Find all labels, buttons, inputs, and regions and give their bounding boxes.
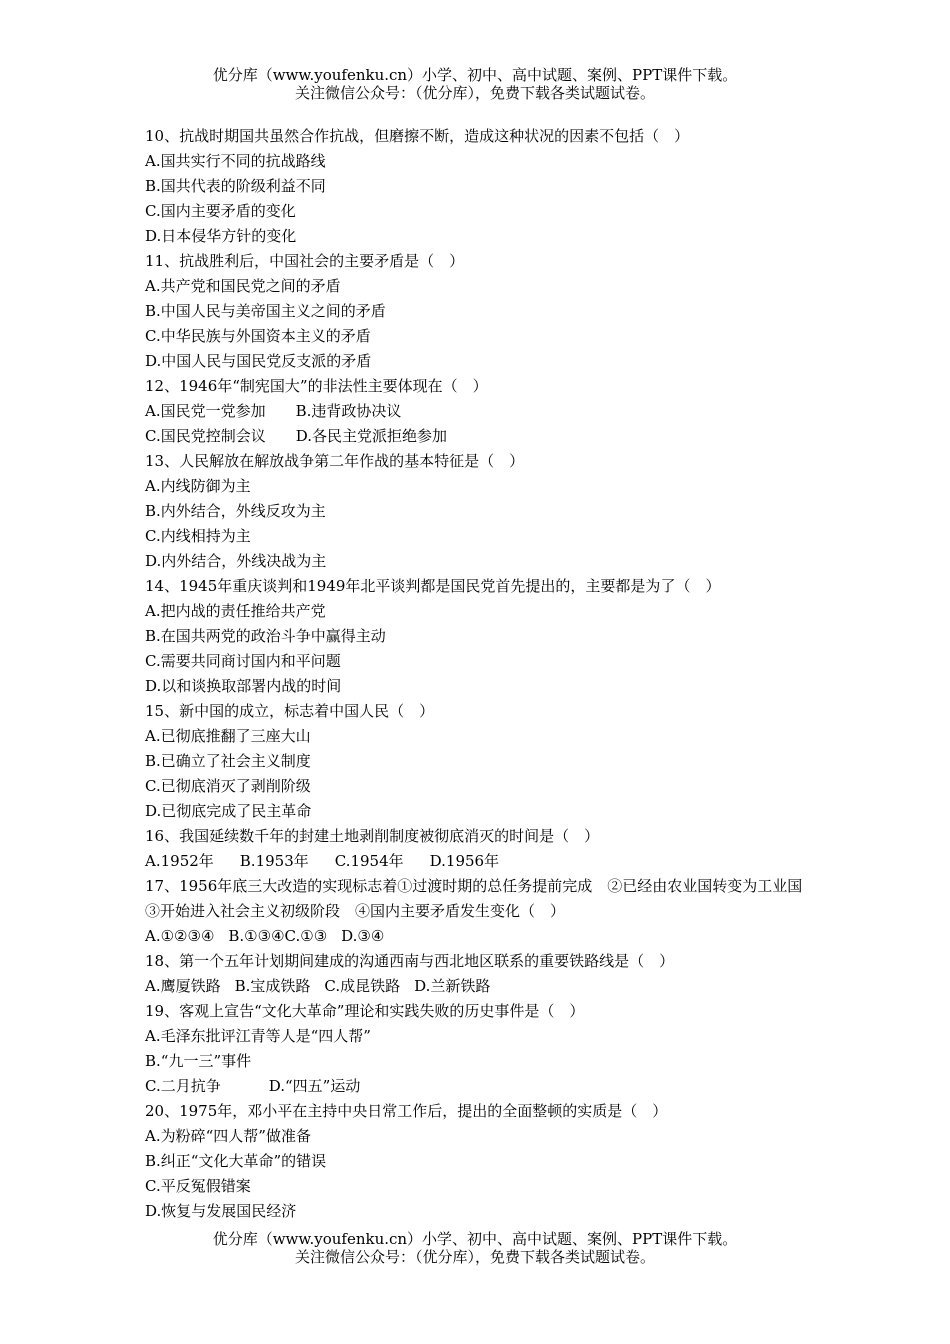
question-13-stem: 13、人民解放在解放战争第二年作战的基本特征是（ ） [145, 452, 525, 470]
question-17-option-b: B.①③④ [228, 927, 285, 945]
header-line-2: 关注微信公众号：（优分库），免费下载各类试题试卷。 [294, 84, 655, 102]
question-20-option-c: C.平反冤假错案 [145, 1177, 251, 1195]
question-11-stem: 11、抗战胜利后，中国社会的主要矛盾是（ ） [145, 252, 465, 270]
question-11-option-d: D.中国人民与国民党反支派的矛盾 [145, 352, 372, 370]
question-19-option-a: A.毛泽东批评江青等人是“四人帮” [145, 1027, 371, 1045]
question-17-option-c: C.①③ [284, 927, 328, 945]
question-16-option-a: A.1952年 [145, 852, 214, 870]
question-12-stem: 12、1946年“制宪国大”的非法性主要体现在（ ） [145, 377, 488, 395]
question-18-option-b: B.宝成铁路 [234, 977, 311, 995]
question-12-option-c: C.国民党控制会议 [145, 427, 266, 445]
question-16-stem: 16、我国延续数千年的封建土地剥削制度被彻底消灭的时间是（ ） [145, 827, 600, 845]
header-line-1: 优分库（www.youfenku.cn）小学、初中、高中试题、案例、PPT课件下载。 [212, 66, 738, 84]
question-20-option-b: B.纠正“文化大革命”的错误 [145, 1152, 327, 1170]
question-12-option-d: D.各民主党派拒绝参加 [295, 427, 447, 445]
question-14-option-d: D.以和谈换取部署内战的时间 [145, 677, 342, 695]
question-14-option-b: B.在国共两党的政治斗争中赢得主动 [145, 627, 386, 645]
question-11-option-b: B.中国人民与美帝国主义之间的矛盾 [145, 302, 386, 320]
question-18-option-d: D.兰新铁路 [414, 977, 491, 995]
page-footer [0, 1230, 950, 1266]
question-11-option-a: A.共产党和国民党之间的矛盾 [145, 277, 341, 295]
question-11-option-c: C.中华民族与外国资本主义的矛盾 [145, 327, 371, 345]
question-10-option-a: A.国共实行不同的抗战路线 [145, 152, 326, 170]
question-18-stem: 18、第一个五年计划期间建成的沟通西南与西北地区联系的重要铁路线是（ ） [145, 952, 675, 970]
question-16-option-d: D.1956年 [429, 852, 500, 870]
question-15-option-d: D.已彻底完成了民主革命 [145, 802, 312, 820]
question-12-option-b: B.违背政协决议 [295, 402, 402, 420]
question-19-option-c: C.二月抗争 [145, 1077, 221, 1095]
question-13-option-d: D.内外结合，外线决战为主 [145, 552, 327, 570]
question-20-option-d: D.恢复与发展国民经济 [145, 1202, 297, 1220]
question-15-option-a: A.已彻底推翻了三座大山 [145, 727, 311, 745]
page-header [0, 66, 950, 102]
footer-line-1: 优分库（www.youfenku.cn）小学、初中、高中试题、案例、PPT课件下载。 [212, 1230, 738, 1248]
question-15-stem: 15、新中国的成立，标志着中国人民（ ） [145, 702, 435, 720]
question-19-option-b: B.“九一三”事件 [145, 1052, 252, 1070]
question-20-option-a: A.为粉碎“四人帮”做准备 [145, 1127, 311, 1145]
question-17-option-d: D.③④ [341, 927, 385, 945]
question-13-option-a: A.内线防御为主 [145, 477, 251, 495]
footer-line-2: 关注微信公众号：（优分库），免费下载各类试题试卷。 [294, 1248, 655, 1266]
question-16-option-c: C.1954年 [334, 852, 404, 870]
question-18-option-a: A.鹰厦铁路 [145, 977, 221, 995]
question-20-stem: 20、1975年，邓小平在主持中央日常工作后，提出的全面整顿的实质是（ ） [145, 1102, 668, 1120]
question-10-stem: 10、抗战时期国共虽然合作抗战，但磨擦不断，造成这种状况的因素不包括（ ） [145, 127, 690, 145]
question-12-option-a: A.国民党一党参加 [145, 402, 266, 420]
question-14-option-c: C.需要共同商讨国内和平问题 [145, 652, 341, 670]
question-16-options [145, 849, 815, 874]
question-13-option-c: C.内线相持为主 [145, 527, 251, 545]
question-14-stem: 14、1945年重庆谈判和1949年北平谈判都是国民党首先提出的，主要都是为了（ ） [145, 577, 721, 595]
question-19-options-cd [145, 1074, 815, 1099]
question-10-option-c: C.国内主要矛盾的变化 [145, 202, 296, 220]
question-10-option-b: B.国共代表的阶级利益不同 [145, 177, 326, 195]
question-16-option-b: B.1953年 [239, 852, 309, 870]
question-15-option-b: B.已确立了社会主义制度 [145, 752, 311, 770]
question-12-options-ab [145, 399, 815, 424]
question-17-option-a: A.①②③④ [145, 927, 215, 945]
question-12-options-cd [145, 424, 815, 449]
question-list [145, 124, 818, 1224]
question-19-stem: 19、客观上宣告“文化大革命”理论和实践失败的历史事件是（ ） [145, 1002, 585, 1020]
question-19-option-d: D.“四五”运动 [268, 1077, 361, 1095]
question-17-options [145, 924, 815, 949]
question-18-option-c: C.成昆铁路 [324, 977, 401, 995]
question-17-stem: 17、1956年底三大改造的实现标志着①过渡时期的总任务提前完成 ②已经由农业国转变为工业国 ③开始进入社会主义初级阶段 ④国内主要矛盾发生变化（ ） [145, 877, 818, 920]
question-13-option-b: B.内外结合，外线反攻为主 [145, 502, 326, 520]
question-15-option-c: C.已彻底消灭了剥削阶级 [145, 777, 311, 795]
question-18-options [145, 974, 815, 999]
question-10-option-d: D.日本侵华方针的变化 [145, 227, 297, 245]
question-14-option-a: A.把内战的责任推给共产党 [145, 602, 326, 620]
